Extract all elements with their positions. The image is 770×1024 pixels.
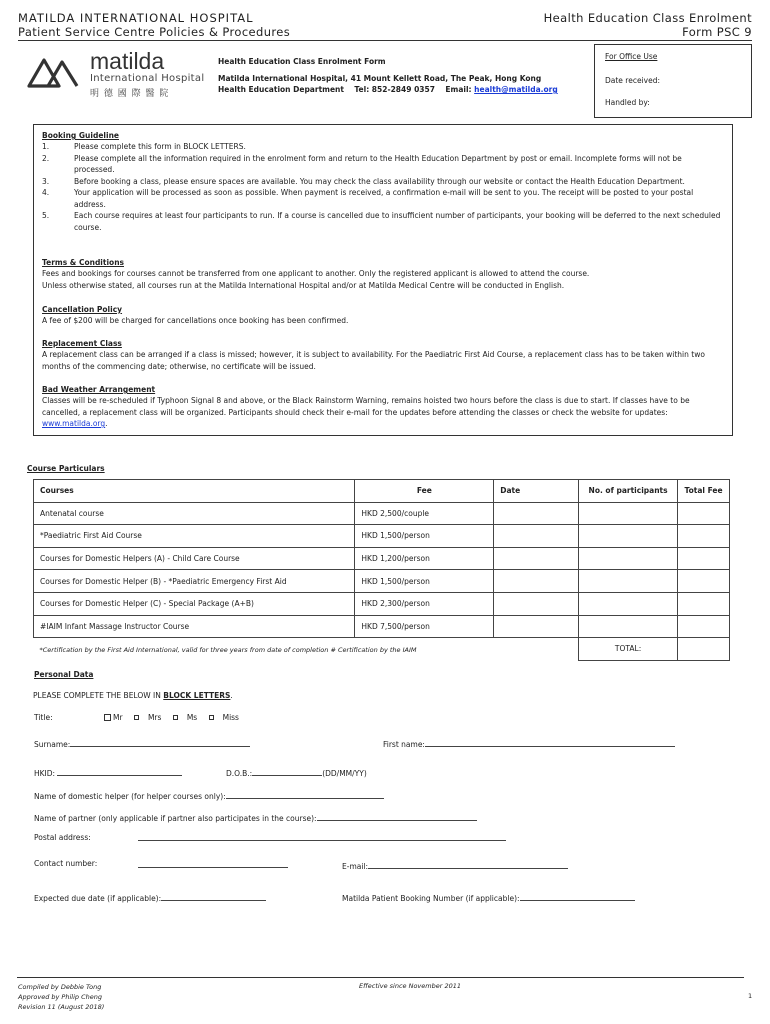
title-label: Title:: [34, 713, 53, 722]
effective-date: Effective since November 2011: [359, 982, 462, 990]
header-org: MATILDA INTERNATIONAL HOSPITAL: [18, 11, 254, 25]
course-fee: HKD 1,200/person: [355, 547, 494, 570]
guideline-item: 4. Your application will be processed as soon as possible. When payment is received, a confirmation e-mail will be sent to you. The receipt will be posted to your postal address.: [42, 188, 694, 209]
office-use-box: [594, 44, 752, 118]
dob-field: D.O.B.: (DD/MM/YY): [226, 766, 367, 778]
booking-number-field: Matilda Patient Booking Number (if applicable):: [342, 891, 635, 903]
course-name: Antenatal course: [34, 502, 355, 525]
total-cell[interactable]: [678, 615, 730, 638]
header-form-code: Form PSC 9: [682, 25, 752, 39]
table-total-row: [34, 638, 730, 661]
logo-tagline: International Hospital: [90, 73, 205, 84]
hkid-input[interactable]: [57, 766, 182, 776]
dob-input[interactable]: [252, 766, 322, 776]
total-cell[interactable]: [678, 570, 730, 593]
booking-number-input[interactable]: [520, 891, 635, 901]
table-header-row: [34, 480, 730, 503]
date-cell[interactable]: [494, 525, 579, 548]
contact-label: Contact number:: [34, 859, 98, 868]
table-row: [34, 525, 730, 548]
weather-text-block: Classes will be re-scheduled if Typhoon Signal 8 and above, or the Black Rainstorm Warning, remains hoisted two hours before the class is due to start. If classes have to be cancelled, a replacement class will be organized. Participants should check their e-mail for the updates before attending the classes or check the website for updates: www.matilda.org.: [42, 396, 690, 428]
course-name: Courses for Domestic Helpers (A) - Child Care Course: [34, 547, 355, 570]
course-name: *Paediatric First Aid Course: [34, 525, 355, 548]
matilda-logo-icon: [26, 52, 82, 92]
terms-line2: Unless otherwise stated, all courses run at the Matilda International Hospital and/or at Matilda Medical Centre will be conducted in English.: [42, 281, 565, 290]
date-cell[interactable]: [494, 592, 579, 615]
contact-input[interactable]: [138, 867, 288, 868]
handled-by-label: Handled by:: [605, 98, 650, 107]
course-name: Courses for Domestic Helper (B) - *Paediatric Emergency First Aid: [34, 570, 355, 593]
logo-chinese: 明 德 國 際 醫 院: [90, 89, 170, 99]
terms-title: Terms & Conditions: [42, 258, 124, 267]
title-miss-checkbox[interactable]: [209, 715, 214, 720]
partner-field: Name of partner (only applicable if partner also participates in the course):: [34, 811, 477, 823]
form-address: Matilda International Hospital, 41 Mount Kellett Road, The Peak, Hong Kong: [218, 74, 542, 83]
participants-cell[interactable]: [579, 502, 678, 525]
courses-title: Course Particulars: [27, 464, 105, 473]
title-mr-checkbox[interactable]: [104, 714, 111, 721]
course-name: Courses for Domestic Helper (C) - Special Package (A+B): [34, 592, 355, 615]
participants-cell[interactable]: [579, 525, 678, 548]
email-input[interactable]: [368, 859, 568, 869]
due-date-field: Expected due date (if applicable):: [34, 891, 266, 903]
replacement-title: Replacement Class: [42, 339, 122, 348]
terms-line1: Fees and bookings for courses cannot be transferred from one applicant to another. Only the registered applicant is allowed to attend the course.: [42, 269, 590, 278]
website-link[interactable]: www.matilda.org: [42, 419, 106, 428]
participants-cell[interactable]: [579, 547, 678, 570]
footnote-cell: [34, 638, 579, 661]
grand-total-cell[interactable]: [678, 638, 730, 661]
partner-input[interactable]: [317, 811, 477, 821]
guideline-item: 1. Please complete this form in BLOCK LETTERS.: [42, 142, 246, 151]
page-number: 1: [748, 992, 753, 1000]
footer-divider: [17, 977, 744, 978]
approved-by: Approved by Philip Cheng: [18, 993, 102, 1001]
first-name-field: First name:: [383, 737, 675, 749]
course-fee: HKD 1,500/person: [355, 570, 494, 593]
weather-title: Bad Weather Arrangement: [42, 385, 156, 394]
date-cell[interactable]: [494, 547, 579, 570]
logo-name: matilda: [90, 48, 165, 74]
header-subtitle: Patient Service Centre Policies & Procedures: [18, 25, 291, 39]
guideline-title: Booking Guideline: [42, 131, 119, 140]
course-fee: HKD 1,500/person: [355, 525, 494, 548]
total-label: TOTAL:: [579, 638, 678, 661]
helper-input[interactable]: [226, 789, 384, 799]
table-row: [34, 592, 730, 615]
course-fee: HKD 2,300/person: [355, 592, 494, 615]
total-cell[interactable]: [678, 502, 730, 525]
title-mrs-checkbox[interactable]: [134, 715, 139, 720]
guideline-box: [33, 124, 733, 436]
compiled-by: Compiled by Debbie Tong: [18, 983, 102, 991]
personal-title: Personal Data: [34, 670, 94, 679]
title-options: Mr Mrs Ms Miss: [104, 713, 239, 722]
email-link[interactable]: health@matilda.org: [474, 85, 558, 94]
due-date-input[interactable]: [161, 891, 266, 901]
date-cell[interactable]: [494, 502, 579, 525]
replacement-text: A replacement class can be arranged if a class is missed; however, it is subject to availability. For the Paediatric First Aid Course, a replacement class has to be taken within two months of the commencing date; otherwise, no certificate will be issued.: [42, 350, 705, 371]
table-row: [34, 547, 730, 570]
title-ms-checkbox[interactable]: [173, 715, 178, 720]
block-letters-instruction: PLEASE COMPLETE THE BELOW IN BLOCK LETTERS.: [33, 691, 233, 700]
footer-credits: [18, 982, 104, 1012]
col-courses: Courses: [34, 480, 355, 503]
helper-field: Name of domestic helper (for helper courses only):: [34, 789, 384, 801]
weather-text: Classes will be re-scheduled if Typhoon Signal 8 and above, or the Black Rainstorm Warning, remains hoisted two hours before the class is due to start. If classes have to be cancelled, a replacement class will be organized. Participants should check their e-mail for the updates before attending the classes or check the website for updates:: [42, 396, 690, 417]
cancellation-title: Cancellation Policy: [42, 305, 123, 314]
header-doc-title: Health Education Class Enrolment: [543, 11, 752, 25]
revision: Revision 11 (August 2018): [18, 1003, 105, 1011]
participants-cell[interactable]: [579, 570, 678, 593]
table-row: [34, 502, 730, 525]
total-cell[interactable]: [678, 592, 730, 615]
participants-cell[interactable]: [579, 592, 678, 615]
table-row: [34, 570, 730, 593]
cancellation-text: A fee of $200 will be charged for cancellations once booking has been confirmed.: [42, 316, 349, 325]
courses-footnote: *Certification by the First Aid International, valid for three years from date of completion # Certification by the IAIM: [39, 645, 417, 654]
table-row: [34, 615, 730, 638]
guideline-item: 3. Before booking a class, please ensure spaces are available. You may check the class availability through our website or contact the Health Education Department.: [42, 176, 685, 186]
date-cell[interactable]: [494, 615, 579, 638]
course-fee: HKD 2,500/couple: [355, 502, 494, 525]
form-title: Health Education Class Enrolment Form: [218, 57, 386, 66]
postal-input[interactable]: [138, 840, 506, 841]
guideline-item: 5. Each course requires at least four participants to run. If a course is cancelled due to insufficient number of participants, your booking will be deferred to the next scheduled course.: [42, 211, 721, 232]
surname-input[interactable]: [70, 737, 250, 747]
guideline-list: [42, 141, 722, 233]
course-name: #IAIM Infant Massage Instructor Course: [34, 615, 355, 638]
office-use-title: For Office Use: [605, 52, 658, 61]
date-cell[interactable]: [494, 570, 579, 593]
col-fee: Fee: [355, 480, 494, 503]
hkid-field: HKID:: [34, 766, 182, 778]
first-name-input[interactable]: [425, 737, 675, 747]
guideline-item: 2. Please complete all the information required in the enrolment form and return to the Health Education Department by post or email. Incomplete forms will not be processed.: [42, 153, 682, 174]
postal-label: Postal address:: [34, 833, 91, 842]
col-date: Date: [494, 480, 579, 503]
form-dept: Health Education Department Tel: 852-2849 0357 Email:: [218, 85, 475, 94]
email-field: E-mail:: [342, 859, 568, 871]
total-cell[interactable]: [678, 525, 730, 548]
form-dept-line: [218, 84, 558, 96]
participants-cell[interactable]: [579, 615, 678, 638]
courses-table: [33, 479, 730, 661]
surname-field: Surname:: [34, 737, 250, 749]
col-participants: No. of participants: [579, 480, 678, 503]
col-total-fee: Total Fee: [678, 480, 730, 503]
date-received-label: Date received:: [605, 76, 661, 85]
course-fee: HKD 7,500/person: [355, 615, 494, 638]
total-cell[interactable]: [678, 547, 730, 570]
header-divider: [18, 40, 752, 41]
